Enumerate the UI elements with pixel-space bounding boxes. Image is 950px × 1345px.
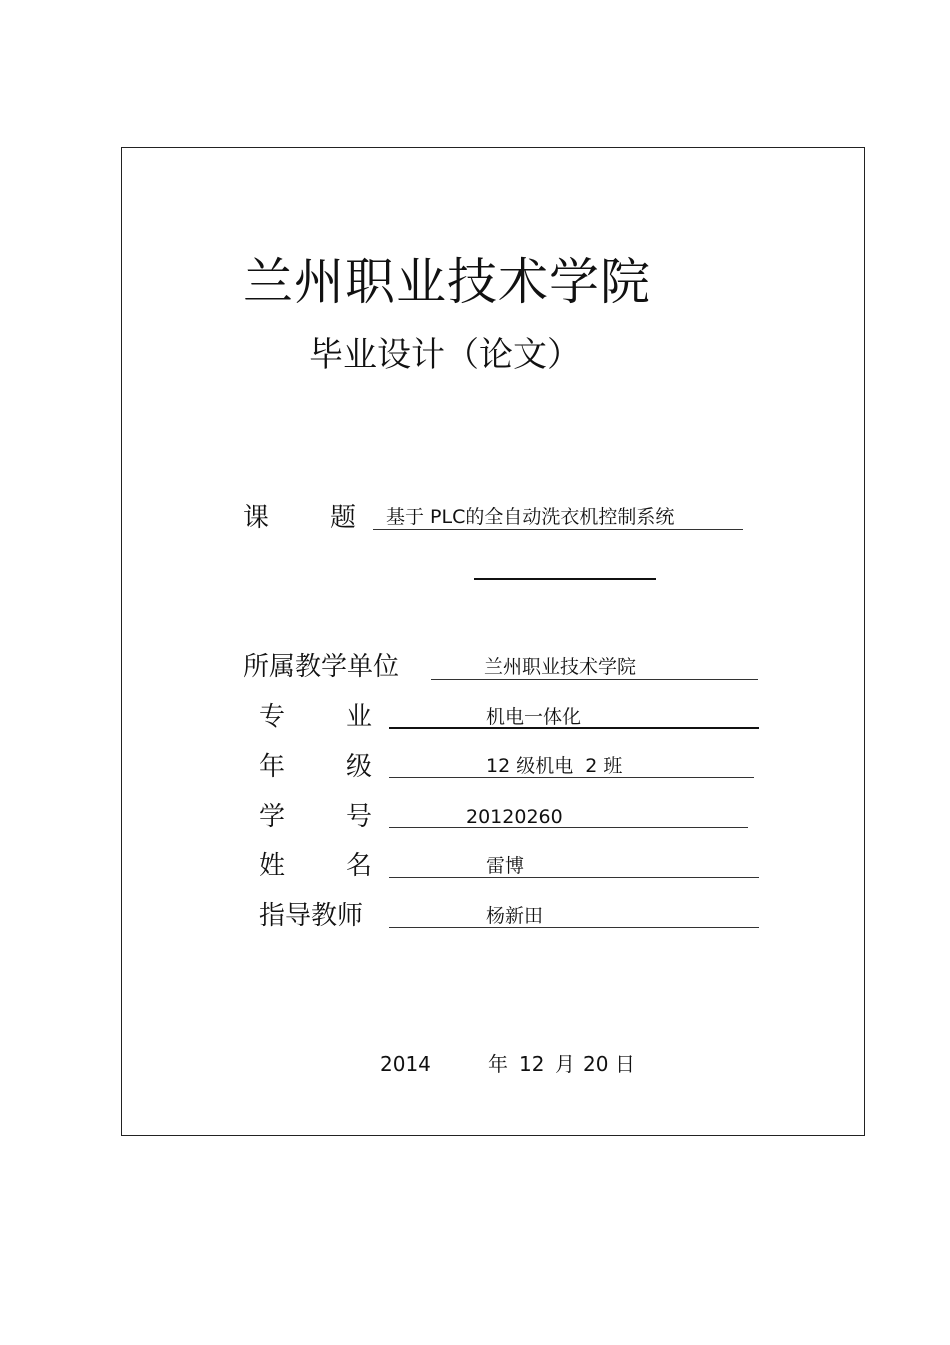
- topic-underline: [373, 529, 743, 530]
- advisor-underline: [389, 927, 759, 928]
- name-value: 雷博: [486, 855, 525, 877]
- student-id-underline: [389, 827, 748, 828]
- date-year-unit: 年: [488, 1052, 508, 1076]
- grade-underline: [389, 777, 754, 778]
- student-id-label-2: 号: [346, 802, 373, 832]
- thesis-subtitle: 毕业设计（论文）: [309, 335, 581, 375]
- student-id-value: 20120260: [466, 806, 563, 828]
- major-label-1: 专: [259, 702, 286, 732]
- school-title: 兰州职业技术学院: [243, 253, 651, 311]
- grade-label-1: 年: [259, 752, 286, 782]
- unit-label: 所属教学单位: [243, 652, 400, 682]
- name-underline: [389, 877, 759, 878]
- major-value: 机电一体化: [486, 706, 582, 728]
- date-day: 20: [583, 1052, 609, 1076]
- major-label-2: 业: [346, 702, 373, 732]
- unit-underline: [431, 679, 758, 680]
- grade-label-2: 级: [346, 752, 373, 782]
- major-underline: [389, 727, 759, 729]
- advisor-value: 杨新田: [486, 905, 544, 927]
- topic-label-1: 课: [243, 503, 270, 533]
- date-day-unit: 日: [615, 1052, 635, 1076]
- topic-value: 基于 PLC的全自动洗衣机控制系统: [386, 506, 675, 528]
- advisor-label: 指导教师: [259, 901, 364, 931]
- unit-value: 兰州职业技术学院: [484, 656, 637, 678]
- date-month-unit: 月: [555, 1052, 575, 1076]
- date-month: 12: [519, 1052, 545, 1076]
- topic-underline-2: [474, 578, 656, 580]
- name-label-1: 姓: [259, 851, 286, 881]
- topic-label-2: 题: [330, 503, 357, 533]
- name-label-2: 名: [346, 851, 373, 881]
- grade-value: 12 级机电 2 班: [486, 755, 623, 777]
- date-year: 2014: [380, 1052, 431, 1076]
- student-id-label-1: 学: [259, 802, 286, 832]
